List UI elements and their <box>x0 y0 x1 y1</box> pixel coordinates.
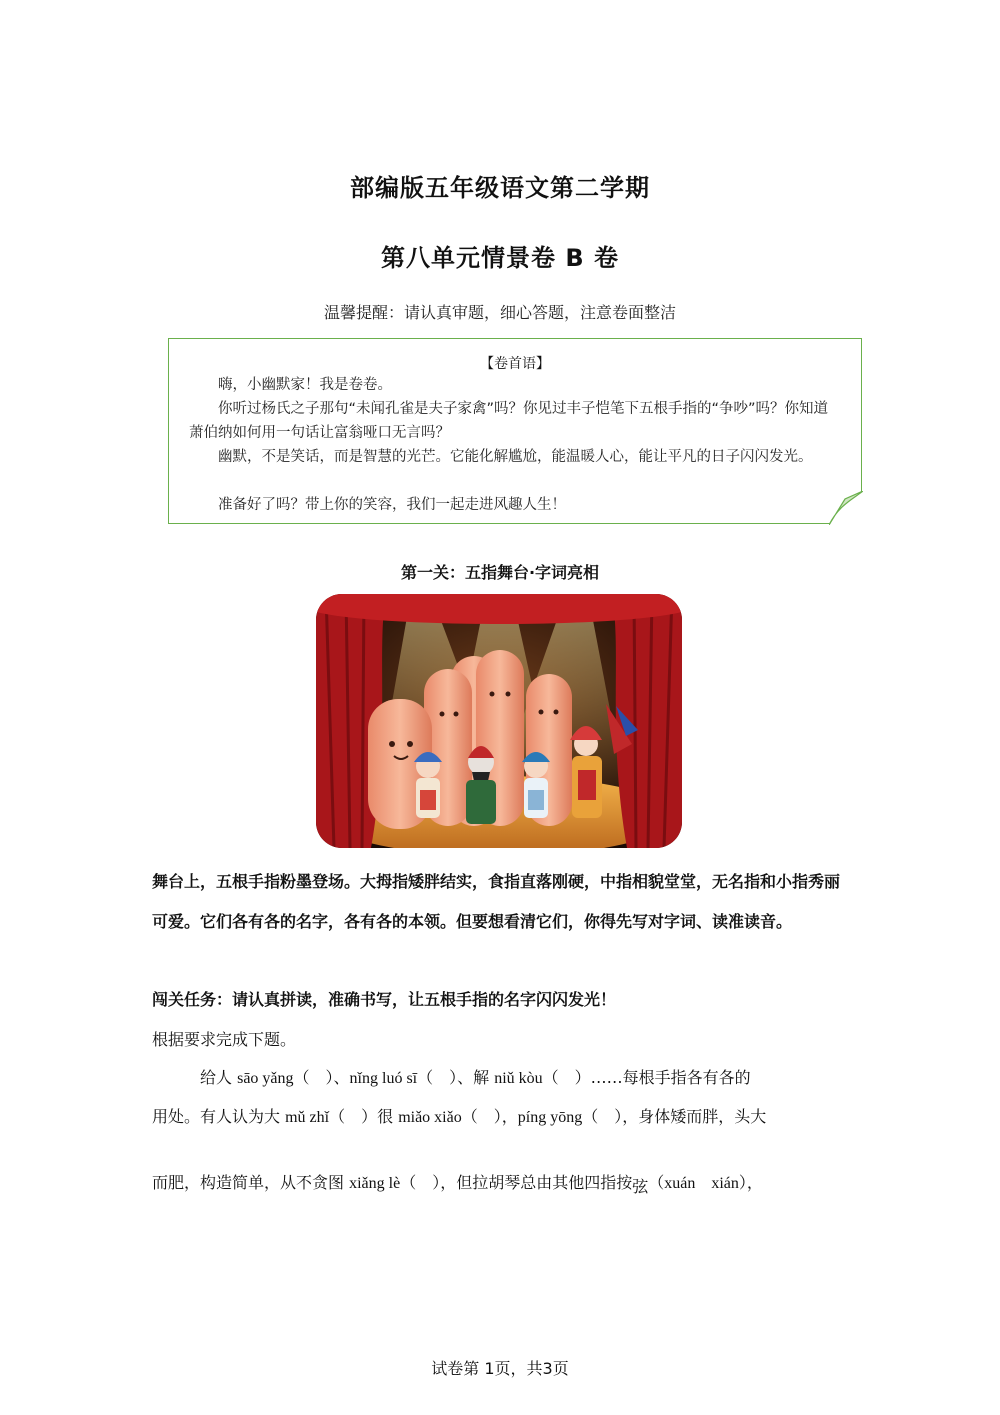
question-text: （ <box>648 1173 665 1192</box>
pinyin-choice-xuan-xian[interactable]: xuán xián <box>664 1175 739 1192</box>
answer-blank[interactable]: （ ）、解 <box>417 1068 495 1087</box>
answer-blank[interactable]: （ ）， <box>461 1107 518 1126</box>
instruction-text: 根据要求完成下题。 <box>152 1030 297 1049</box>
question-line-1 <box>152 1064 852 1093</box>
question-text: 用处。有人认为大 <box>152 1107 286 1126</box>
exam-title: 部编版五年级语文第二学期 <box>350 174 650 202</box>
level-title: 第一关：五指舞台·字词亮相 <box>400 563 600 582</box>
pinyin-ning-luo-si: nǐng luó sī <box>349 1070 418 1087</box>
question-text: 给人 <box>200 1068 238 1087</box>
question-line-2 <box>152 1103 852 1132</box>
exam-subtitle: 第八单元情景卷 B 卷 <box>380 244 619 272</box>
page-curl-icon <box>829 491 863 525</box>
pinyin-xiang-le: xiǎng lè <box>349 1175 401 1192</box>
question-line-3 <box>152 1169 852 1198</box>
pinyin-mu-zhi: mǔ zhǐ <box>285 1109 330 1126</box>
task-text: 闯关任务：请认真拼读，准确书写，让五根手指的名字闪闪发光！ <box>152 990 617 1009</box>
intro-paragraph-3: 幽默，不是笑话，而是智慧的光芒。它能化解尴尬，能温暖人心，能让平凡的日子闪闪发光。 <box>218 449 813 465</box>
answer-blank[interactable]: （ ）、 <box>293 1068 350 1087</box>
answer-blank[interactable]: （ ），但拉胡琴总由其他四指按 <box>400 1173 633 1192</box>
intro-heading: 【卷首语】 <box>480 356 550 372</box>
reminder-text: 温馨提醒：请认真审题，细心答题，注意卷面整洁 <box>323 303 676 322</box>
answer-blank[interactable]: （ ）……每根手指各有各的 <box>542 1068 751 1087</box>
finger-opera-stage-illustration <box>316 594 682 848</box>
pinyin-niu-kou: niǔ kòu <box>494 1070 543 1087</box>
question-text: 而肥，构造简单，从不贪图 <box>152 1173 350 1192</box>
story-paragraph: 舞台上，五根手指粉墨登场。大拇指矮胖结实，食指直落刚硬，中指相貌堂堂，无名指和小指秀丽可爱。它们各有各的名字，各有各的本领。但要想看清它们，你得先写对字词、读准读音。 <box>152 872 841 931</box>
question-text: ）， <box>738 1173 763 1192</box>
intro-box <box>168 338 862 524</box>
pinyin-ping-yong: píng yōng <box>517 1109 583 1126</box>
intro-paragraph-2: 你听过杨氏之子那句“未闻孔雀是夫子家禽”吗？你见过丰子恺笔下五根手指的“争吵”吗？你知道萧伯纳如何用一句话让富翁哑口无言吗？ <box>189 401 829 441</box>
pinyin-sao-yang: sāo yǎng <box>237 1070 294 1087</box>
intro-paragraph-1: 嗨，小幽默家！我是卷卷。 <box>218 377 392 393</box>
pinyin-miao-xiao: miǎo xiǎo <box>398 1109 462 1126</box>
answer-blank[interactable]: （ ）很 <box>329 1107 399 1126</box>
target-character: 弦 <box>632 1177 649 1196</box>
intro-paragraph-4: 准备好了吗？带上你的笑容，我们一起走进风趣人生！ <box>218 497 566 513</box>
answer-blank[interactable]: （ ），身体矮而胖，头大 <box>582 1107 767 1126</box>
page-footer: 试卷第 1页，共3页 <box>431 1359 569 1378</box>
